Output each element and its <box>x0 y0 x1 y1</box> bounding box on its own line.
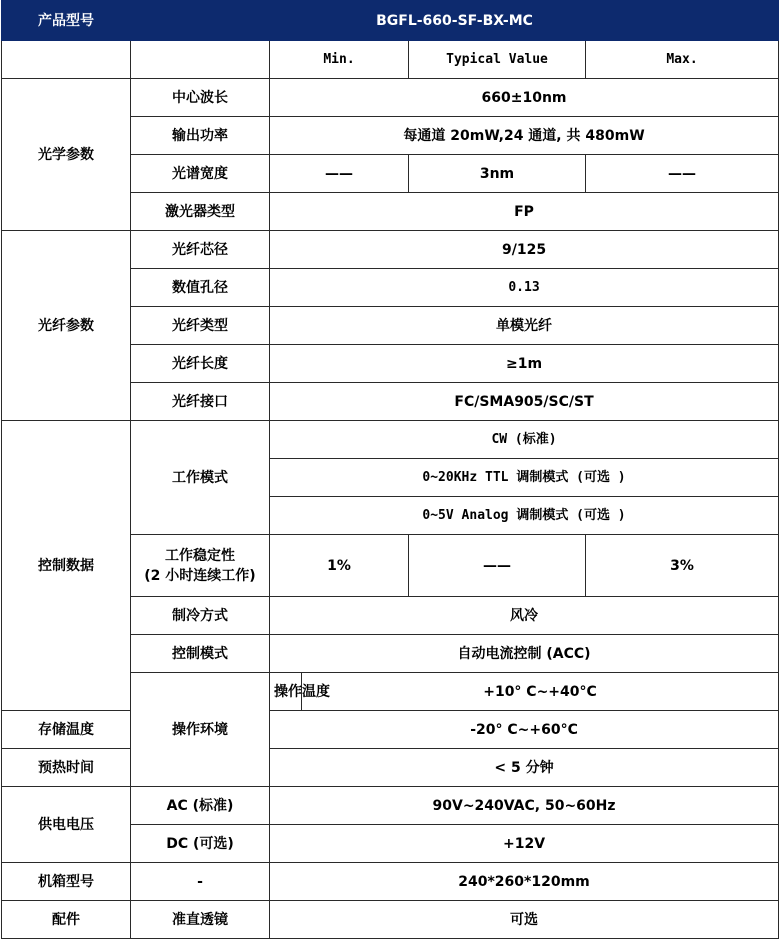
row-label: 数值孔径 <box>131 269 270 307</box>
row-label: 预热时间 <box>2 749 131 787</box>
row-value: 可选 <box>270 901 779 939</box>
row-value: +12V <box>270 825 779 863</box>
group-optical: 光学参数 <box>2 79 131 231</box>
group-power: 供电电压 <box>2 787 131 863</box>
column-header-row <box>2 41 779 79</box>
row-value: 0.13 <box>270 269 779 307</box>
row-label: 光纤芯径 <box>131 231 270 269</box>
row-value: < 5 分钟 <box>270 749 779 787</box>
table-row <box>2 863 779 901</box>
row-value: 660±10nm <box>270 79 779 117</box>
col-max: Max. <box>586 41 779 79</box>
row-label: 中心波长 <box>131 79 270 117</box>
work-mode-option: 0~5V Analog 调制模式 (可选 ) <box>270 497 779 535</box>
dash-cell: —— <box>586 155 779 193</box>
row-label: 存储温度 <box>2 711 131 749</box>
row-value: 9/125 <box>270 231 779 269</box>
row-value: ≥1m <box>270 345 779 383</box>
stability-max: 3% <box>586 535 779 597</box>
row-value: 90V~240VAC, 50~60Hz <box>270 787 779 825</box>
row-label: DC (可选) <box>131 825 270 863</box>
row-value: FC/SMA905/SC/ST <box>270 383 779 421</box>
row-label <box>131 535 270 597</box>
row-label: 工作模式 <box>131 421 270 535</box>
row-label: 制冷方式 <box>131 597 270 635</box>
stability-label-line2: (2 小时连续工作) <box>144 567 256 584</box>
group-accessory: 配件 <box>2 901 131 939</box>
empty-cell <box>131 41 270 79</box>
stability-label-line1: 工作稳定性 <box>165 547 235 564</box>
row-value: -20° C~+60°C <box>270 711 779 749</box>
col-typical: Typical Value <box>409 41 586 79</box>
row-value: 每通道 20mW,24 通道, 共 480mW <box>270 117 779 155</box>
row-label: 光纤长度 <box>131 345 270 383</box>
row-value: 240*260*120mm <box>270 863 779 901</box>
work-mode-option: 0~20KHz TTL 调制模式 (可选 ) <box>270 459 779 497</box>
table-row <box>2 421 779 459</box>
row-label: 操作温度 <box>270 673 302 711</box>
row-value: 3nm <box>409 155 586 193</box>
row-value: 自动电流控制 (ACC) <box>270 635 779 673</box>
row-value: FP <box>270 193 779 231</box>
row-label: 光纤接口 <box>131 383 270 421</box>
row-label: AC (标准) <box>131 787 270 825</box>
row-label: 光纤类型 <box>131 307 270 345</box>
table-row <box>2 901 779 939</box>
row-label: 输出功率 <box>131 117 270 155</box>
row-label: - <box>131 863 270 901</box>
dash-cell: —— <box>409 535 586 597</box>
table-row <box>2 749 779 787</box>
table-row <box>2 79 779 117</box>
group-fiber: 光纤参数 <box>2 231 131 421</box>
row-label: 激光器类型 <box>131 193 270 231</box>
row-value: +10° C~+40°C <box>302 673 779 711</box>
dash-cell: —— <box>270 155 409 193</box>
row-label: 控制模式 <box>131 635 270 673</box>
group-environment: 操作环境 <box>131 673 270 787</box>
work-mode-option: CW (标准) <box>270 421 779 459</box>
row-label: 光谱宽度 <box>131 155 270 193</box>
product-model-value: BGFL-660-SF-BX-MC <box>131 1 779 41</box>
product-model-label: 产品型号 <box>2 1 131 41</box>
row-value: 风冷 <box>270 597 779 635</box>
stability-min: 1% <box>270 535 409 597</box>
group-control: 控制数据 <box>2 421 131 711</box>
group-chassis: 机箱型号 <box>2 863 131 901</box>
spec-table <box>1 0 779 939</box>
table-row <box>2 711 779 749</box>
row-label: 准直透镜 <box>131 901 270 939</box>
row-value: 单模光纤 <box>270 307 779 345</box>
empty-cell <box>2 41 131 79</box>
table-row <box>2 787 779 825</box>
table-row <box>2 231 779 269</box>
header-row <box>2 1 779 41</box>
col-min: Min. <box>270 41 409 79</box>
